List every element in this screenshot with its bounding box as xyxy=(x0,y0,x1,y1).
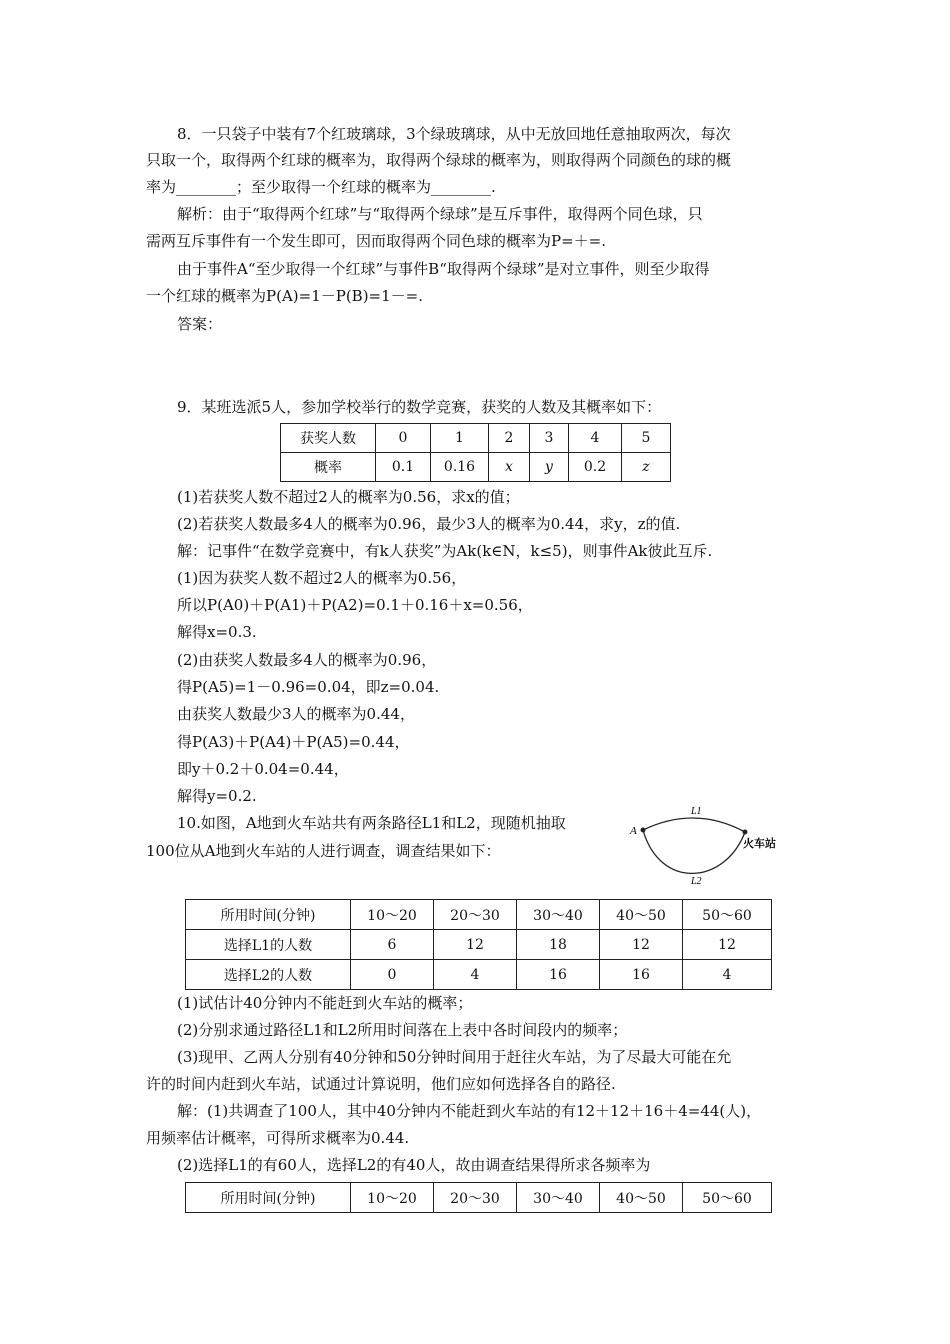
q9-solution-line: 解得y=0.2. xyxy=(177,787,257,805)
q8-line-4: 解析：由于“取得两个红球”与“取得两个绿球”是互斥事件，取得两个同色球，只 xyxy=(177,205,703,223)
q8-line-1: 8．一只袋子中装有7个红玻璃球，3个绿玻璃球，从中无放回地任意抽取两次，每次 xyxy=(177,125,731,143)
table-cell: 3 xyxy=(530,424,569,453)
table-cell: 1 xyxy=(431,424,489,453)
q9-part-2: (2)若获奖人数最多4人的概率为0.96，最少3人的概率为0.44，求y，z的值. xyxy=(177,515,681,533)
var-y: y xyxy=(545,459,553,475)
q8-answer-label: 答案： xyxy=(177,315,223,333)
path-l1 xyxy=(643,818,745,832)
table-cell: 4 xyxy=(569,424,622,453)
q9-solution-line: 得P(A5)=1－0.96=0.04，即z=0.04. xyxy=(177,678,440,696)
path-l2 xyxy=(643,830,745,873)
q9-part-1: (1)若获奖人数不超过2人的概率为0.56，求x的值； xyxy=(177,488,520,506)
table-cell xyxy=(622,453,671,482)
q10-part-3a: (3)现甲、乙两人分别有40分钟和50分钟时间用于赶往火车站，为了尽最大可能在允 xyxy=(177,1048,732,1066)
label-l2: L2 xyxy=(691,876,702,887)
table-cell: 选择L1的人数 xyxy=(186,930,351,960)
q10-part-3b: 许的时间内赶到火车站，试通过计算说明，他们应如何选择各自的路径. xyxy=(146,1075,616,1093)
q9-solution-line: 所以P(A0)＋P(A1)＋P(A2)=0.1＋0.16＋x=0.56， xyxy=(177,596,533,614)
table-cell: 6 xyxy=(351,930,434,960)
table-cell: 所用时间(分钟) xyxy=(186,1183,351,1213)
table-row xyxy=(186,900,772,930)
table-cell: 0.16 xyxy=(431,453,489,482)
table-cell: 30～40 xyxy=(517,900,600,930)
q10-part-1: (1)试估计40分钟内不能赶到火车站的概率； xyxy=(177,994,473,1012)
table-cell xyxy=(489,453,530,482)
q10-frequency-table xyxy=(185,1182,772,1213)
var-z: z xyxy=(642,459,650,475)
table-row xyxy=(186,930,772,960)
table-row xyxy=(281,453,671,482)
table-cell: 所用时间(分钟) xyxy=(186,900,351,930)
table-cell: 12 xyxy=(434,930,517,960)
q10-line-1: 10.如图，A地到火车站共有两条路径L1和L2，现随机抽取 xyxy=(177,814,566,832)
table-cell: 18 xyxy=(517,930,600,960)
q9-intro: 9．某班选派5人，参加学校举行的数学竞赛，获奖的人数及其概率如下： xyxy=(177,398,662,416)
table-cell: 30～40 xyxy=(517,1183,600,1213)
q10-part-2: (2)分别求通过路径L1和L2所用时间落在上表中各时间段内的频率； xyxy=(177,1021,628,1039)
table-cell: 0.1 xyxy=(376,453,431,482)
q9-solution-line: (1)因为获奖人数不超过2人的概率为0.56， xyxy=(177,569,467,587)
label-a: A xyxy=(630,825,637,837)
q10-survey-table xyxy=(185,899,772,990)
q9-solution-line: (2)由获奖人数最多4人的概率为0.96， xyxy=(177,651,437,669)
table-cell: 选择L2的人数 xyxy=(186,960,351,990)
table-cell: 10～20 xyxy=(351,1183,434,1213)
q9-solution-line: 得P(A3)＋P(A4)＋P(A5)=0.44， xyxy=(177,733,410,751)
label-l1: L1 xyxy=(691,806,702,817)
table-cell: 0 xyxy=(376,424,431,453)
table-cell: 40～50 xyxy=(600,900,683,930)
q9-solution-line: 由获奖人数最少3人的概率为0.44， xyxy=(177,705,415,723)
table-cell: 20～30 xyxy=(434,900,517,930)
table-cell: 0 xyxy=(351,960,434,990)
table-cell: 4 xyxy=(434,960,517,990)
table-cell: 50～60 xyxy=(683,1183,772,1213)
var-x: x xyxy=(505,459,513,475)
table-cell: 0.2 xyxy=(569,453,622,482)
q8-line-3: 率为________；至少取得一个红球的概率为________. xyxy=(146,178,496,196)
table-cell xyxy=(530,453,569,482)
table-cell: 12 xyxy=(683,930,772,960)
q10-solution-line: 用频率估计概率，可得所求概率为0.44. xyxy=(146,1129,410,1147)
label-station: 火车站 xyxy=(743,837,776,850)
q9-solution-intro: 解：记事件“在数学竞赛中，有k人获奖”为Ak(k∈N，k≤5)，则事件Ak彼此互斥. xyxy=(177,542,713,560)
table-cell: 获奖人数 xyxy=(281,424,376,453)
table-row xyxy=(186,960,772,990)
table-cell: 5 xyxy=(622,424,671,453)
table-cell: 10～20 xyxy=(351,900,434,930)
q10-solution-line: (2)选择L1的有60人，选择L2的有40人，故由调查结果得所求各频率为 xyxy=(177,1156,651,1174)
q9-solution-line: 即y＋0.2＋0.04=0.44， xyxy=(177,760,349,778)
table-cell: 4 xyxy=(683,960,772,990)
route-diagram xyxy=(625,800,795,892)
q8-line-5: 需两互斥事件有一个发生即可，因而取得两个同色球的概率为P=＋=. xyxy=(146,232,607,250)
table-cell: 50～60 xyxy=(683,900,772,930)
table-cell: 2 xyxy=(489,424,530,453)
q8-line-2: 只取一个，取得两个红球的概率为，取得两个绿球的概率为，则取得两个同颜色的球的概 xyxy=(146,151,732,169)
q10-line-2: 100位从A地到火车站的人进行调查，调查结果如下： xyxy=(146,842,501,860)
q8-line-6: 由于事件A“至少取得一个红球”与事件B“取得两个绿球”是对立事件，则至少取得 xyxy=(177,260,710,278)
q9-solution-line: 解得x=0.3. xyxy=(177,623,257,641)
q10-solution-line: 解：(1)共调查了100人，其中40分钟内不能赶到火车站的有12＋12＋16＋4=44(人)， xyxy=(177,1102,762,1120)
table-cell: 12 xyxy=(600,930,683,960)
table-row xyxy=(186,1183,772,1213)
q8-line-7: 一个红球的概率为P(A)=1－P(B)=1－=. xyxy=(146,287,424,305)
point-station xyxy=(743,830,748,835)
q9-probability-table xyxy=(280,423,671,482)
table-row xyxy=(281,424,671,453)
point-a xyxy=(641,828,646,833)
table-cell: 16 xyxy=(517,960,600,990)
table-cell: 20～30 xyxy=(434,1183,517,1213)
table-cell: 概率 xyxy=(281,453,376,482)
table-cell: 16 xyxy=(600,960,683,990)
table-cell: 40～50 xyxy=(600,1183,683,1213)
